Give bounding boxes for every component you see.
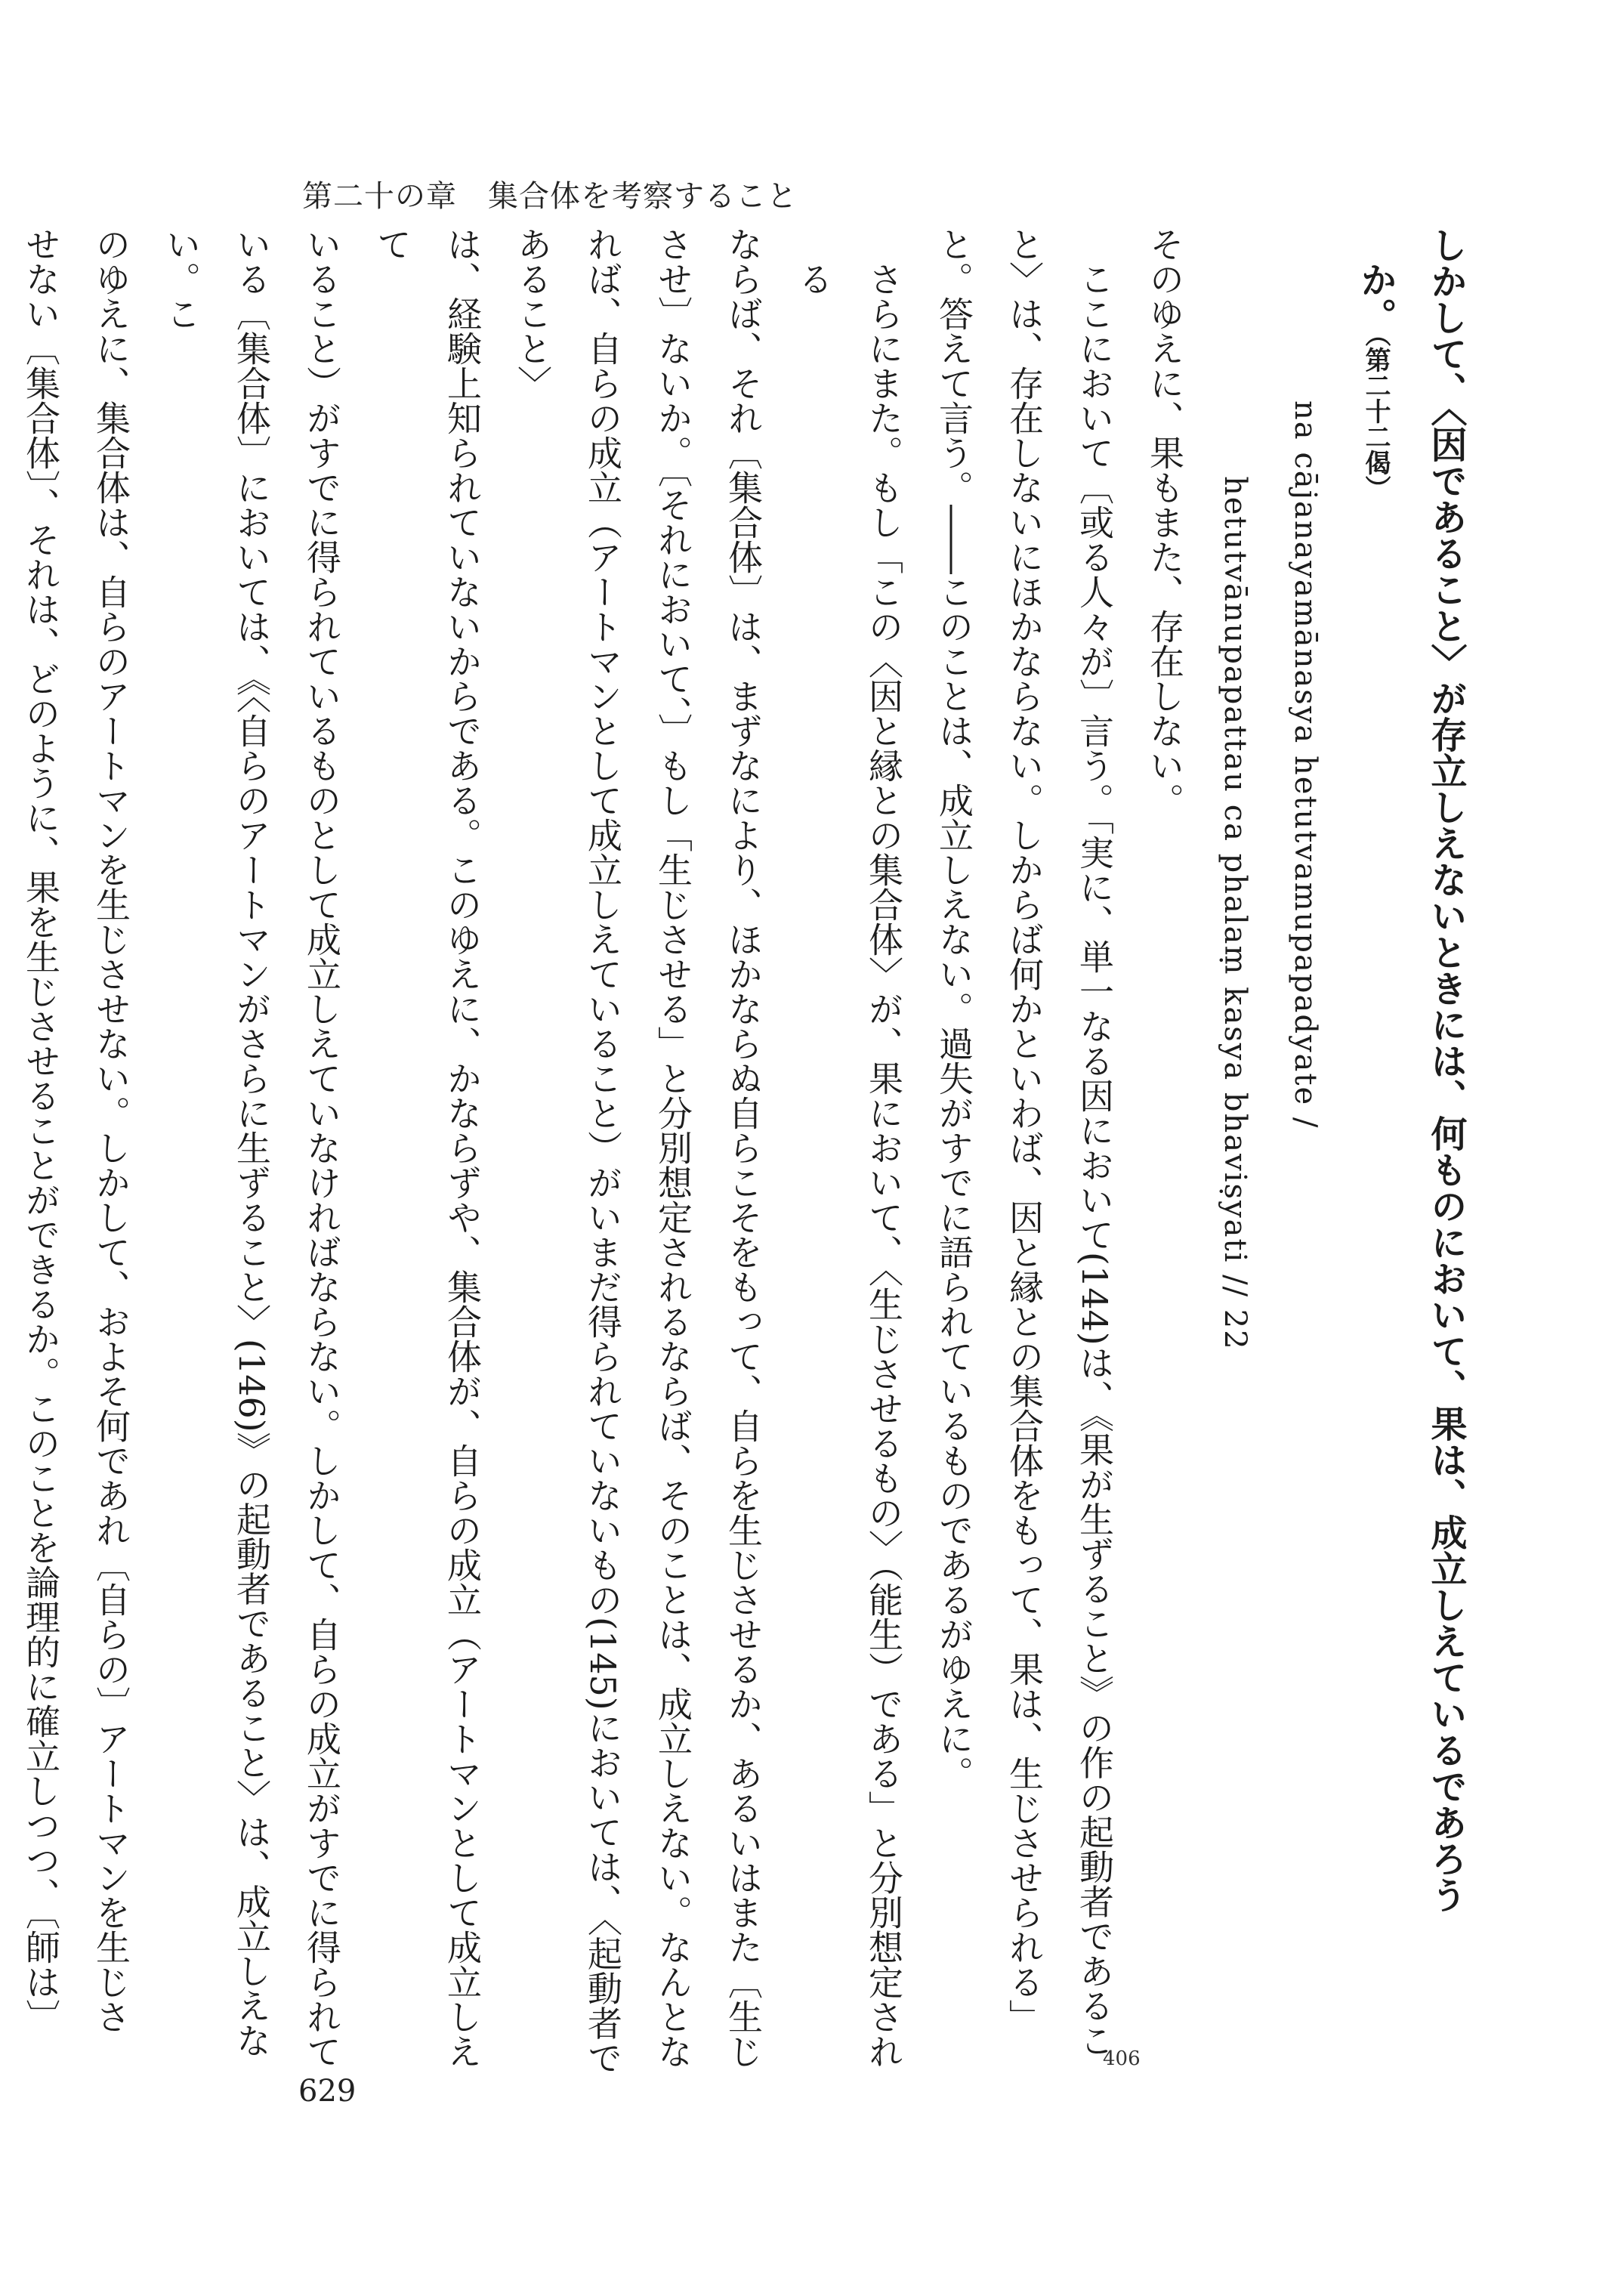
text-line: いること）がすでに得られているものとして成立しえていなければならない。しかして、自らの成立がすでに得られて xyxy=(301,227,342,2069)
text-line: せない〔集合体〕、それは、どのように、果を生じさせることができるか。このことを論理的に確立しつつ、〔師は〕 xyxy=(20,227,61,2034)
page-number: 629 xyxy=(298,2074,357,2109)
text-line: いる〔集合体〕においては、《〈自らのアートマンがさらに生ずること〉(146)》の起動者であること〉は、成立しえない。こ xyxy=(161,227,272,2058)
text-line: のゆえに、集合体は、自らのアートマンを生じさせない。しかして、およそ何であれ〔自らの〕アートマンを生じさ xyxy=(91,227,131,2034)
verse-note: （第二十二偈） xyxy=(1360,334,1391,501)
text-line: か。（第二十二偈） xyxy=(1354,261,1397,501)
text-line: ならば、それ〔集合体〕は、まずなにより、ほかならぬ自らこそをもって、自らを生じさせるか、あるいはまた〔生じ xyxy=(723,227,764,2069)
sanskrit-verse-line: na cājanayamānasya hetutvamupapadyate / xyxy=(1288,400,1323,1129)
text-line: さらにまた。もし「この〈因と縁との集合体〉が、果において、〈生じさせるもの〉（能生）である」と分別想定される xyxy=(793,261,904,2069)
text-line: と。答えて言う。――このことは、成立しえない。過失がすでに語られているものであるがゆえに。 xyxy=(934,227,974,1791)
running-header: 第二十の章 集合体を考察すること xyxy=(302,179,798,214)
sanskrit-verse-line: hetutvānupapattau ca phalaṃ kasya bhaviṣyati // 22 xyxy=(1218,476,1252,1351)
text-line: そのゆえに、果もまた、存在しない。 xyxy=(1144,227,1185,817)
text-line: は、経験上知られていないからである。このゆえに、かならずや、集合体が、自らの成立（アートマンとして成立しえて xyxy=(372,227,483,2069)
text-line: しかして、〈因であること〉が存立しえないときには、何ものにおいて、果は、成立しえているであろう xyxy=(1425,227,1467,1913)
text-line: させ〕ないか。〔それにおいて、〕もし「生じさせる」と分別想定されるならば、そのことは、成立しえない。なんとな xyxy=(653,227,693,2069)
vertical-body-text xyxy=(0,227,1480,2078)
text-line xyxy=(0,227,5,2078)
text-line: ここにおいて〔或る人々が〕言う。「実に、単一なる因において(144)は、《果が生ずること》の作の起動者であるこ xyxy=(1074,261,1115,2058)
text-line: れば、自らの成立（アートマンとして成立しえていること）がいまだ得られていないもの(145)においては、〈起動者であること〉 xyxy=(512,227,623,2075)
margin-reference-number: 406 xyxy=(1103,2047,1141,2070)
text-line: と〉は、存在しないにほかならない。しからば何かといわば、因と縁との集合体をもって、果は、生じさせられる」 xyxy=(1004,227,1045,2034)
